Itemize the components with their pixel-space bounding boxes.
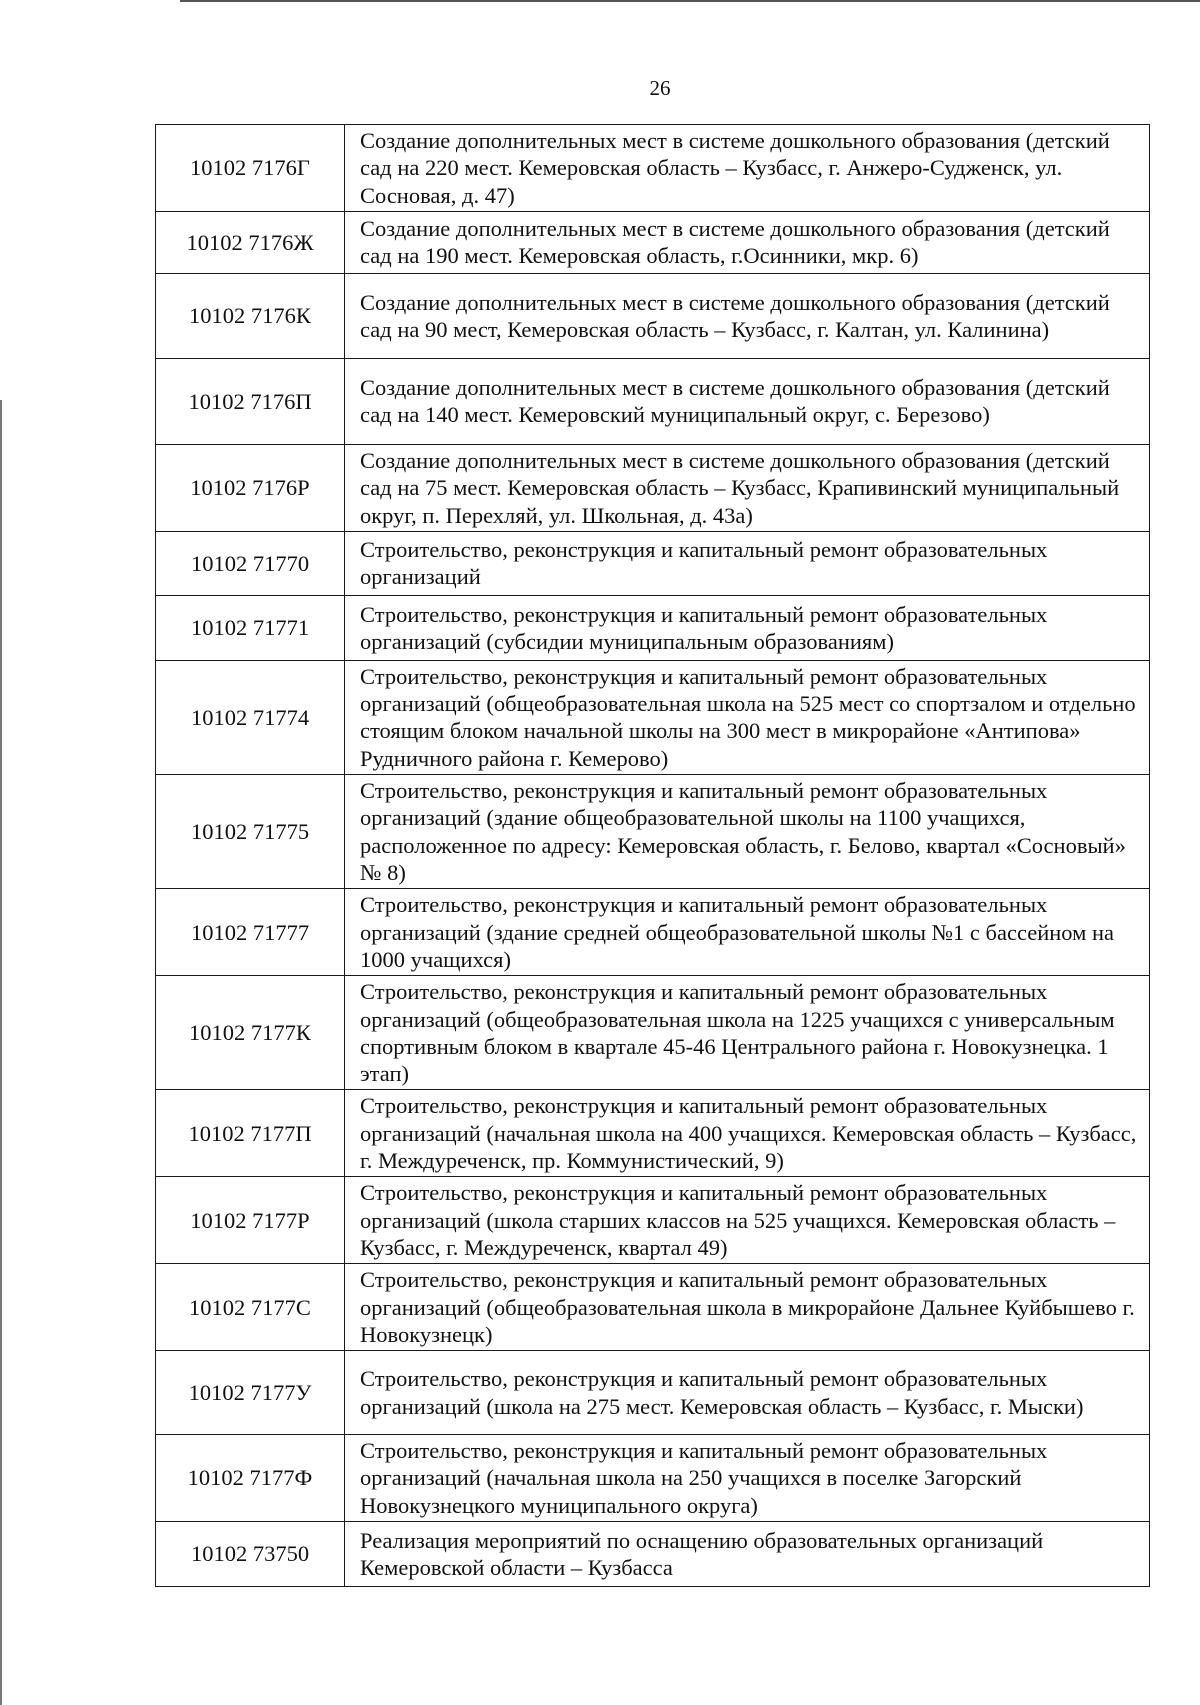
table-body xyxy=(156,125,1150,1587)
row-code: 10102 7176К xyxy=(156,273,345,358)
scan-border-left xyxy=(0,400,2,1705)
row-code: 10102 7177Ф xyxy=(156,1435,345,1522)
table-row xyxy=(156,1177,1150,1264)
table-row xyxy=(156,1435,1150,1522)
row-description-text: Строительство, реконструкция и капитальный ремонт образовательных организаций xyxy=(360,537,1048,590)
row-code: 10102 7177К xyxy=(156,976,345,1090)
row-code: 10102 71777 xyxy=(156,889,345,976)
row-description-text: Создание дополнительных мест в системе дошкольного образования (детский сад на 190 мест. Кемеровская область, г.Осинники, мкр. 6) xyxy=(360,216,1110,269)
row-description xyxy=(345,358,1150,444)
row-description xyxy=(345,125,1150,212)
row-code: 10102 7176Р xyxy=(156,444,345,531)
row-code: 10102 71775 xyxy=(156,775,345,889)
table-row xyxy=(156,595,1150,660)
row-description-text: Реализация мероприятий по оснащению образовательных организаций Кемеровской области – Кузбасса xyxy=(360,1527,1044,1581)
row-description xyxy=(345,1351,1150,1435)
row-description-text: Создание дополнительных мест в системе дошкольного образования (детский сад на 90 мест, Кемеровская область – Кузбасс, г. Калтан, ул. Калинина) xyxy=(360,289,1110,342)
row-code: 10102 7177С xyxy=(156,1264,345,1351)
page-number: 26 xyxy=(649,76,671,100)
row-description-text: Строительство, реконструкция и капитальный ремонт образовательных организаций (школа на 275 мест. Кемеровская область – Кузбасс, г. Мыски) xyxy=(360,1366,1084,1419)
table-row xyxy=(156,889,1150,976)
row-description-text: Создание дополнительных мест в системе дошкольного образования (детский сад на 75 мест. Кемеровская область – Кузбасс, Крапивинский муниципальный округ, п. Перехляй, ул. Школьная, д. 43а) xyxy=(360,447,1120,528)
row-description xyxy=(345,444,1150,531)
table-row xyxy=(156,125,1150,212)
row-code: 10102 7177У xyxy=(156,1351,345,1435)
row-description xyxy=(345,211,1150,273)
table-row xyxy=(156,1090,1150,1177)
table-row xyxy=(156,444,1150,531)
row-description xyxy=(345,595,1150,660)
table-row xyxy=(156,531,1150,595)
row-description-text: Строительство, реконструкция и капитальный ремонт образовательных организаций (здание средней общеобразовательной школы №1 с бассейном на 1000 учащихся) xyxy=(360,892,1114,972)
row-description-text: Строительство, реконструкция и капитальный ремонт образовательных организаций (общеобразовательная школа в микрорайоне Дальнее Куйбышево г. Новокузнецк) xyxy=(360,1267,1135,1347)
row-code: 10102 71774 xyxy=(156,660,345,774)
table-row xyxy=(156,1522,1150,1587)
row-description xyxy=(345,889,1150,976)
budget-classification-table xyxy=(155,124,1150,1587)
row-description-text: Строительство, реконструкция и капитальный ремонт образовательных организаций (общеобразовательная школа на 1225 учащихся с универсальным спортивным блоком в квартале 45-46 Центрального района г. Новокузнецка. 1 этап) xyxy=(360,979,1115,1087)
table-row xyxy=(156,660,1150,774)
row-description-text: Строительство, реконструкция и капитальный ремонт образовательных организаций (общеобразовательная школа на 525 мест со спортзалом и отдельно стоящим блоком начальной школы на 300 мест в микрорайоне «Антипова» Рудничного района г. Кемерово) xyxy=(360,663,1136,771)
row-code: 10102 71771 xyxy=(156,595,345,660)
row-code: 10102 7176Г xyxy=(156,125,345,212)
row-description-text: Строительство, реконструкция и капитальный ремонт образовательных организаций (начальная школа на 250 учащихся в поселке Загорский Новокузнецкого муниципального округа) xyxy=(360,1438,1048,1518)
row-description xyxy=(345,976,1150,1090)
row-code: 10102 7177Р xyxy=(156,1177,345,1264)
scan-border-top xyxy=(180,0,1200,2)
table-row xyxy=(156,1264,1150,1351)
row-description-text: Создание дополнительных мест в системе дошкольного образования (детский сад на 140 мест. Кемеровский муниципальный округ, с. Березово) xyxy=(360,375,1110,428)
row-description xyxy=(345,1264,1150,1351)
row-description xyxy=(345,1177,1150,1264)
row-code: 10102 7176П xyxy=(156,358,345,444)
table-row xyxy=(156,976,1150,1090)
row-description xyxy=(345,775,1150,889)
row-code: 10102 71770 xyxy=(156,531,345,595)
table-row xyxy=(156,273,1150,358)
row-description xyxy=(345,1522,1150,1587)
row-description-text: Создание дополнительных мест в системе дошкольного образования (детский сад на 220 мест. Кемеровская область – Кузбасс, г. Анжеро-Судженск, ул. Сосновая, д. 47) xyxy=(360,128,1110,208)
row-description xyxy=(345,273,1150,358)
row-description xyxy=(345,660,1150,774)
row-description xyxy=(345,1090,1150,1177)
row-description-text: Строительство, реконструкция и капитальный ремонт образовательных организаций (здание общеобразовательной школы на 1100 учащихся, расположенное по адресу: Кемеровская область, г. Белово, квартал «Сосновый» № 8) xyxy=(360,778,1126,885)
table-row xyxy=(156,775,1150,889)
row-description xyxy=(345,1435,1150,1522)
row-code: 10102 7176Ж xyxy=(156,211,345,273)
table-row xyxy=(156,358,1150,444)
table-row xyxy=(156,211,1150,273)
row-description xyxy=(345,531,1150,595)
row-code: 10102 73750 xyxy=(156,1522,345,1587)
row-description-text: Строительство, реконструкция и капитальный ремонт образовательных организаций (школа старших классов на 525 учащихся. Кемеровская область – Кузбасс, г. Междуреченск, квартал 49) xyxy=(360,1180,1116,1260)
row-code: 10102 7177П xyxy=(156,1090,345,1177)
table-row xyxy=(156,1351,1150,1435)
row-description-text: Строительство, реконструкция и капитальный ремонт образовательных организаций (начальная школа на 400 учащихся. Кемеровская область – Кузбасс, г. Междуреченск, пр. Коммунистический, 9) xyxy=(360,1093,1137,1174)
row-description-text: Строительство, реконструкция и капитальный ремонт образовательных организаций (субсидии муниципальным образованиям) xyxy=(360,601,1048,654)
